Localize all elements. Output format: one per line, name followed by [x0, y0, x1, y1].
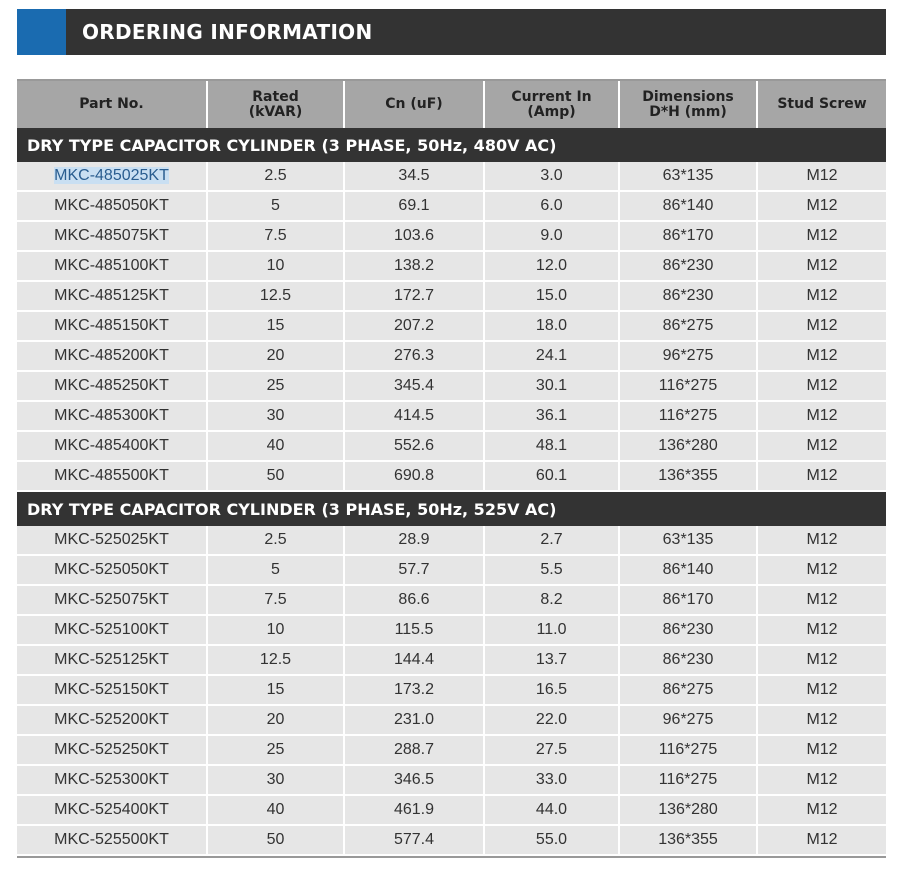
- section-header: [17, 491, 886, 526]
- col-header-part-no: Part No.: [17, 81, 207, 128]
- cell-rated: 25: [207, 371, 344, 401]
- cell-dimensions: 116*275: [619, 765, 757, 795]
- cell-part-no: MKC-525200KT: [17, 705, 207, 735]
- cell-stud-screw: M12: [757, 555, 886, 585]
- cell-rated: 5: [207, 191, 344, 221]
- cell-part-no: MKC-525050KT: [17, 555, 207, 585]
- cell-dimensions: 136*280: [619, 431, 757, 461]
- cell-stud-screw: M12: [757, 461, 886, 491]
- table-row: [17, 735, 886, 765]
- table-row: [17, 795, 886, 825]
- cell-part-no: MKC-485250KT: [17, 371, 207, 401]
- cell-rated: 15: [207, 675, 344, 705]
- cell-rated: 40: [207, 431, 344, 461]
- cell-part-no: MKC-485050KT: [17, 191, 207, 221]
- cell-dimensions: 116*275: [619, 401, 757, 431]
- table-row: [17, 221, 886, 251]
- cell-cn: 207.2: [344, 311, 484, 341]
- cell-stud-screw: M12: [757, 765, 886, 795]
- section-title: DRY TYPE CAPACITOR CYLINDER (3 PHASE, 50Hz, 480V AC): [17, 128, 886, 162]
- table-row: [17, 585, 886, 615]
- cell-part-no: MKC-485300KT: [17, 401, 207, 431]
- cell-current: 18.0: [484, 311, 619, 341]
- cell-current: 6.0: [484, 191, 619, 221]
- col-header-cn: Cn (uF): [344, 81, 484, 128]
- cell-current: 60.1: [484, 461, 619, 491]
- cell-part-no: MKC-485200KT: [17, 341, 207, 371]
- cell-part-no: [17, 162, 207, 191]
- table-row: [17, 555, 886, 585]
- cell-part-no: MKC-525125KT: [17, 645, 207, 675]
- cell-rated: 40: [207, 795, 344, 825]
- cell-stud-screw: M12: [757, 675, 886, 705]
- cell-cn: 144.4: [344, 645, 484, 675]
- cell-stud-screw: M12: [757, 191, 886, 221]
- cell-current: 5.5: [484, 555, 619, 585]
- cell-cn: 86.6: [344, 585, 484, 615]
- cell-dimensions: 63*135: [619, 526, 757, 555]
- table-row: [17, 765, 886, 795]
- table-row: [17, 825, 886, 855]
- cell-cn: 276.3: [344, 341, 484, 371]
- cell-part-no: MKC-485125KT: [17, 281, 207, 311]
- cell-current: 27.5: [484, 735, 619, 765]
- cell-part-no: MKC-485075KT: [17, 221, 207, 251]
- cell-part-no: MKC-485100KT: [17, 251, 207, 281]
- cell-rated: 20: [207, 705, 344, 735]
- cell-cn: 414.5: [344, 401, 484, 431]
- cell-cn: 577.4: [344, 825, 484, 855]
- table-row: [17, 675, 886, 705]
- cell-cn: 345.4: [344, 371, 484, 401]
- table-row: [17, 281, 886, 311]
- cell-cn: 57.7: [344, 555, 484, 585]
- cell-stud-screw: M12: [757, 705, 886, 735]
- cell-cn: 173.2: [344, 675, 484, 705]
- cell-part-no: MKC-485150KT: [17, 311, 207, 341]
- cell-rated: 7.5: [207, 585, 344, 615]
- ordering-table: [17, 79, 886, 858]
- cell-cn: 231.0: [344, 705, 484, 735]
- cell-dimensions: 86*230: [619, 281, 757, 311]
- cell-cn: 461.9: [344, 795, 484, 825]
- cell-dimensions: 63*135: [619, 162, 757, 191]
- cell-stud-screw: M12: [757, 221, 886, 251]
- cell-rated: 20: [207, 341, 344, 371]
- cell-current: 15.0: [484, 281, 619, 311]
- cell-dimensions: 86*170: [619, 585, 757, 615]
- cell-part-no: MKC-525250KT: [17, 735, 207, 765]
- cell-stud-screw: M12: [757, 162, 886, 191]
- col-header-dimensions: Dimensions D*H (mm): [619, 81, 757, 128]
- cell-dimensions: 86*140: [619, 191, 757, 221]
- cell-cn: 552.6: [344, 431, 484, 461]
- cell-stud-screw: M12: [757, 615, 886, 645]
- cell-rated: 10: [207, 615, 344, 645]
- cell-cn: 34.5: [344, 162, 484, 191]
- cell-current: 11.0: [484, 615, 619, 645]
- cell-dimensions: 86*275: [619, 311, 757, 341]
- cell-dimensions: 86*230: [619, 615, 757, 645]
- cell-part-no: MKC-525300KT: [17, 765, 207, 795]
- cell-stud-screw: M12: [757, 795, 886, 825]
- table-row: [17, 341, 886, 371]
- cell-dimensions: 116*275: [619, 735, 757, 765]
- table-row: [17, 461, 886, 491]
- section-title: DRY TYPE CAPACITOR CYLINDER (3 PHASE, 50Hz, 525V AC): [17, 491, 886, 526]
- table-row: [17, 526, 886, 555]
- cell-cn: 28.9: [344, 526, 484, 555]
- table-row: [17, 705, 886, 735]
- cell-rated: 10: [207, 251, 344, 281]
- cell-part-no: MKC-525400KT: [17, 795, 207, 825]
- cell-rated: 50: [207, 461, 344, 491]
- cell-rated: 5: [207, 555, 344, 585]
- col-header-rated: Rated (kVAR): [207, 81, 344, 128]
- cell-current: 2.7: [484, 526, 619, 555]
- cell-current: 36.1: [484, 401, 619, 431]
- cell-stud-screw: M12: [757, 371, 886, 401]
- table-row: [17, 645, 886, 675]
- cell-cn: 690.8: [344, 461, 484, 491]
- cell-stud-screw: M12: [757, 735, 886, 765]
- section-header: [17, 128, 886, 162]
- table-row: [17, 251, 886, 281]
- cell-rated: 2.5: [207, 526, 344, 555]
- table-row: [17, 615, 886, 645]
- col-header-stud-screw: Stud Screw: [757, 81, 886, 128]
- cell-current: 8.2: [484, 585, 619, 615]
- cell-rated: 30: [207, 765, 344, 795]
- bottom-rule: [17, 855, 886, 858]
- cell-cn: 138.2: [344, 251, 484, 281]
- cell-dimensions: 86*230: [619, 645, 757, 675]
- cell-dimensions: 96*275: [619, 705, 757, 735]
- cell-current: 55.0: [484, 825, 619, 855]
- page-title: ORDERING INFORMATION: [82, 20, 373, 44]
- cell-cn: 346.5: [344, 765, 484, 795]
- cell-dimensions: 86*230: [619, 251, 757, 281]
- cell-dimensions: 116*275: [619, 371, 757, 401]
- cell-current: 22.0: [484, 705, 619, 735]
- header-row: [17, 81, 886, 128]
- cell-dimensions: 86*140: [619, 555, 757, 585]
- cell-dimensions: 136*280: [619, 795, 757, 825]
- cell-stud-screw: M12: [757, 645, 886, 675]
- cell-dimensions: 96*275: [619, 341, 757, 371]
- cell-dimensions: 86*275: [619, 675, 757, 705]
- cell-stud-screw: M12: [757, 341, 886, 371]
- cell-part-no: MKC-525500KT: [17, 825, 207, 855]
- cell-rated: 7.5: [207, 221, 344, 251]
- cell-stud-screw: M12: [757, 825, 886, 855]
- cell-rated: 12.5: [207, 645, 344, 675]
- cell-current: 16.5: [484, 675, 619, 705]
- cell-current: 24.1: [484, 341, 619, 371]
- table-row: [17, 162, 886, 191]
- cell-current: 13.7: [484, 645, 619, 675]
- title-banner: [17, 9, 886, 55]
- cell-current: 9.0: [484, 221, 619, 251]
- cell-part-no: MKC-525025KT: [17, 526, 207, 555]
- cell-current: 44.0: [484, 795, 619, 825]
- cell-stud-screw: M12: [757, 311, 886, 341]
- cell-rated: 25: [207, 735, 344, 765]
- cell-cn: 69.1: [344, 191, 484, 221]
- cell-current: 48.1: [484, 431, 619, 461]
- cell-rated: 15: [207, 311, 344, 341]
- cell-stud-screw: M12: [757, 585, 886, 615]
- cell-stud-screw: M12: [757, 251, 886, 281]
- col-header-current: Current In (Amp): [484, 81, 619, 128]
- cell-rated: 12.5: [207, 281, 344, 311]
- table-row: [17, 371, 886, 401]
- cell-cn: 288.7: [344, 735, 484, 765]
- cell-current: 33.0: [484, 765, 619, 795]
- cell-cn: 172.7: [344, 281, 484, 311]
- cell-dimensions: 136*355: [619, 461, 757, 491]
- table-row: [17, 431, 886, 461]
- table-row: [17, 191, 886, 221]
- cell-part-no: MKC-525075KT: [17, 585, 207, 615]
- cell-part-no: MKC-485500KT: [17, 461, 207, 491]
- cell-stud-screw: M12: [757, 281, 886, 311]
- cell-part-no: MKC-525150KT: [17, 675, 207, 705]
- table-row: [17, 311, 886, 341]
- banner-accent-block: [17, 9, 66, 55]
- table-row: [17, 401, 886, 431]
- cell-part-no: MKC-485400KT: [17, 431, 207, 461]
- cell-stud-screw: M12: [757, 401, 886, 431]
- selected-part-text[interactable]: MKC-485025KT: [54, 167, 169, 184]
- cell-cn: 103.6: [344, 221, 484, 251]
- cell-stud-screw: M12: [757, 526, 886, 555]
- cell-dimensions: 136*355: [619, 825, 757, 855]
- cell-stud-screw: M12: [757, 431, 886, 461]
- cell-current: 3.0: [484, 162, 619, 191]
- cell-rated: 50: [207, 825, 344, 855]
- cell-rated: 30: [207, 401, 344, 431]
- cell-dimensions: 86*170: [619, 221, 757, 251]
- cell-part-no: MKC-525100KT: [17, 615, 207, 645]
- cell-rated: 2.5: [207, 162, 344, 191]
- cell-current: 12.0: [484, 251, 619, 281]
- cell-current: 30.1: [484, 371, 619, 401]
- cell-cn: 115.5: [344, 615, 484, 645]
